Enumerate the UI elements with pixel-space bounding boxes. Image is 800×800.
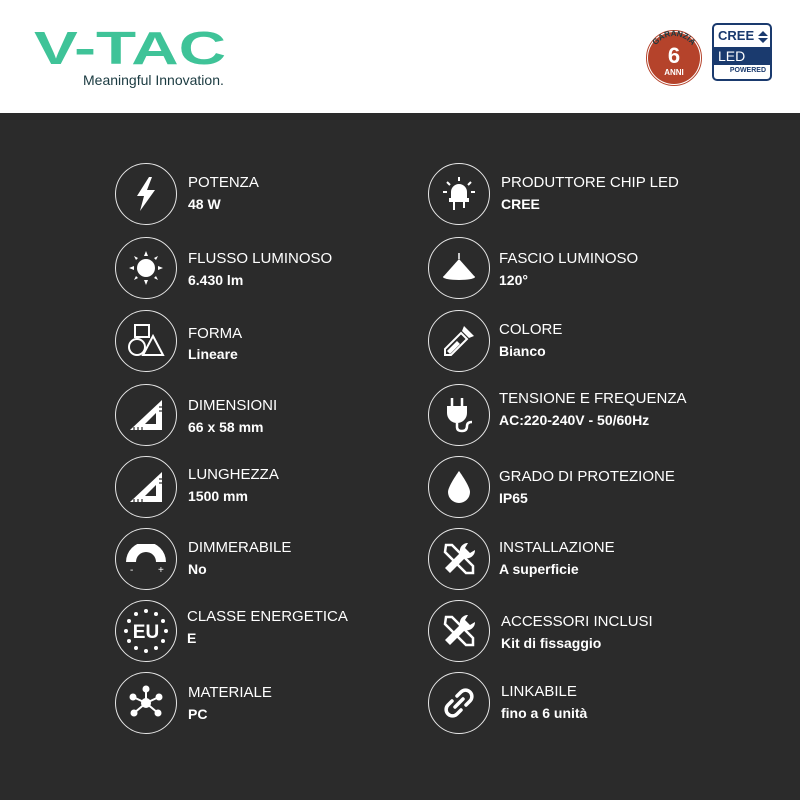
spec-label-tensione: TENSIONE E FREQUENZA xyxy=(499,390,687,407)
spec-label-potenza: POTENZA xyxy=(188,174,259,191)
spec-value-forma: Lineare xyxy=(188,346,238,362)
logo-text: V-TAC xyxy=(34,24,226,68)
spec-label-produttore: PRODUTTORE CHIP LED xyxy=(501,174,679,191)
eu-energy-icon xyxy=(115,600,177,662)
cree-product: LED xyxy=(714,47,770,65)
spec-value-tensione: AC:220-240V - 50/60Hz xyxy=(499,412,650,428)
dimmer-minus: - xyxy=(130,565,134,574)
spec-value-produttore: CREE xyxy=(501,196,540,212)
cree-badge xyxy=(712,23,772,81)
cree-note: POWERED xyxy=(729,67,766,74)
tools-icon xyxy=(428,528,490,590)
molecule-icon xyxy=(115,672,177,734)
sun-icon xyxy=(115,237,177,299)
tools-icon xyxy=(428,600,490,662)
spec-label-grado: GRADO DI PROTEZIONE xyxy=(499,468,675,485)
brand-logo xyxy=(34,24,234,68)
spec-label-lunghezza: LUNGHEZZA xyxy=(188,466,279,483)
cree-brand: CREE xyxy=(718,28,755,43)
spec-value-linkabile: fino a 6 unità xyxy=(501,705,588,721)
spec-grid xyxy=(0,113,800,800)
spec-label-dimensioni: DIMENSIONI xyxy=(188,397,278,414)
spec-value-lunghezza: 1500 mm xyxy=(188,488,248,504)
eu-text: EU xyxy=(132,622,160,643)
spec-value-installazione: A superficie xyxy=(499,561,579,577)
spec-label-accessori: ACCESSORI INCLUSI xyxy=(501,613,653,630)
spec-label-flusso: FLUSSO LUMINOSO xyxy=(188,250,333,267)
spec-label-materiale: MATERIALE xyxy=(188,684,272,701)
chain-link-icon xyxy=(428,672,490,734)
spec-value-potenza: 48 W xyxy=(188,196,221,212)
spec-value-dimensioni: 66 x 58 mm xyxy=(188,419,264,435)
warranty-top-text: GARANZIA xyxy=(650,30,698,47)
spec-label-fascio: FASCIO LUMINOSO xyxy=(499,250,639,267)
spec-label-installazione: INSTALLAZIONE xyxy=(499,539,615,556)
dropper-icon xyxy=(428,310,490,372)
shapes-icon xyxy=(115,310,177,372)
spec-value-grado: IP65 xyxy=(499,490,528,506)
spec-value-colore: Bianco xyxy=(499,343,546,359)
water-drop-icon xyxy=(428,456,490,518)
spec-value-materiale: PC xyxy=(188,706,208,722)
beam-icon xyxy=(428,237,490,299)
spec-value-accessori: Kit di fissaggio xyxy=(501,635,602,651)
led-chip-icon xyxy=(428,163,490,225)
spec-value-fascio: 120° xyxy=(499,272,528,288)
set-square-icon xyxy=(115,456,177,518)
spec-value-flusso: 6.430 lm xyxy=(188,272,244,288)
spec-label-linkabile: LINKABILE xyxy=(501,683,577,700)
spec-value-classe: E xyxy=(187,630,197,646)
header xyxy=(0,0,800,113)
dimmer-icon xyxy=(115,528,177,590)
spec-label-forma: FORMA xyxy=(188,325,243,342)
spec-value-dimmerabile: No xyxy=(188,561,207,577)
dimmer-plus: + xyxy=(158,565,164,574)
warranty-badge xyxy=(646,30,702,86)
set-square-icon xyxy=(115,384,177,446)
spec-label-colore: COLORE xyxy=(499,321,563,338)
spec-label-dimmerabile: DIMMERABILE xyxy=(188,539,292,556)
warranty-number: 6 xyxy=(667,43,681,68)
spec-label-classe: CLASSE ENERGETICA xyxy=(187,608,348,625)
plug-icon xyxy=(428,384,490,446)
tagline: Meaningful Innovation. xyxy=(83,72,224,88)
cree-arrows-icon xyxy=(758,31,768,43)
warranty-unit: ANNI xyxy=(664,68,684,77)
lightning-icon xyxy=(115,163,177,225)
